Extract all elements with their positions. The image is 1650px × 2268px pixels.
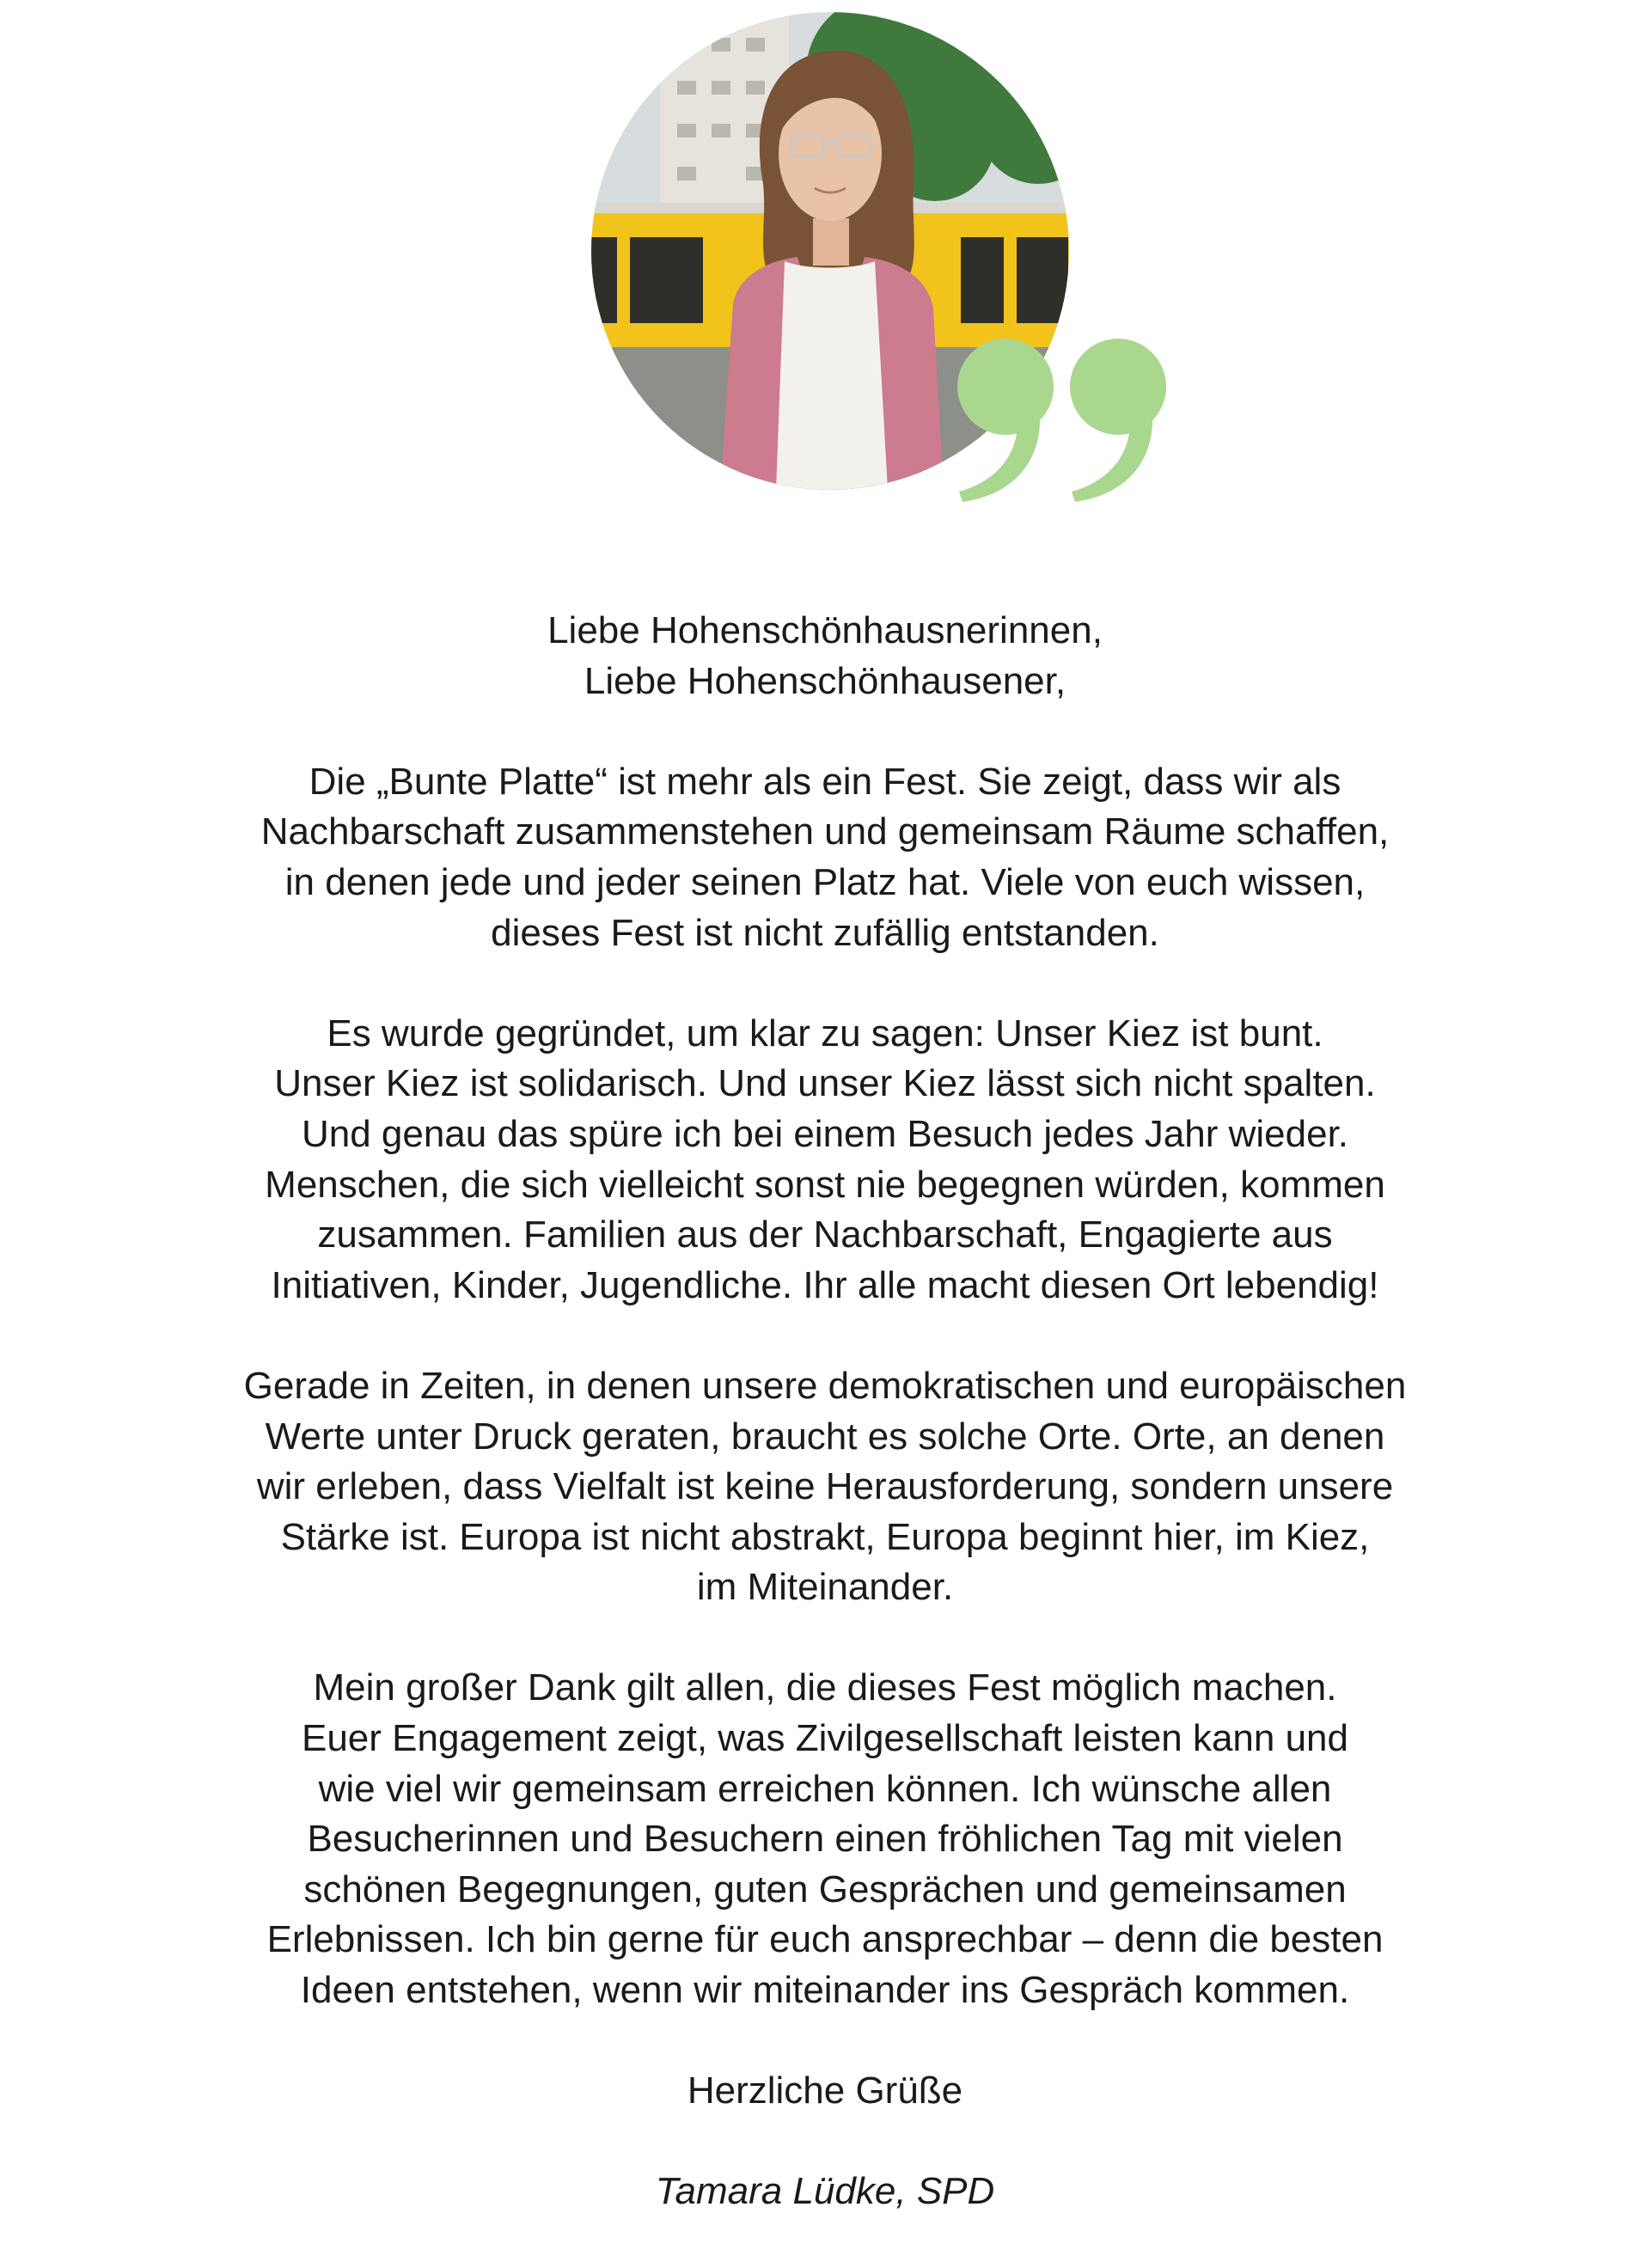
- signature: Tamara Lüdke, SPD: [655, 2170, 995, 2213]
- paragraph-europe: [0, 1361, 1650, 1613]
- text-line: Euer Engagement zeigt, was Zivilgesellschaft leisten kann und: [301, 1717, 1348, 1760]
- text-line: Gerade in Zeiten, in denen unsere demokratischen und europäischen: [243, 1364, 1407, 1407]
- closing-quote-icon: [944, 333, 1176, 505]
- text-line: Menschen, die sich vielleicht sonst nie begegnen würden, kommen: [265, 1163, 1385, 1206]
- text-line: Werte unter Druck geraten, braucht es solche Orte. Orte, an denen: [265, 1415, 1385, 1458]
- salutation-line: Liebe Hohenschönhausnerinnen,: [547, 609, 1103, 651]
- signature-block: [0, 2167, 1650, 2217]
- text-line: Stärke ist. Europa ist nicht abstrakt, Europa beginnt hier, im Kiez,: [280, 1515, 1370, 1558]
- text-line: Erlebnissen. Ich bin gerne für euch ansprechbar – denn die besten: [266, 1918, 1384, 1961]
- text-line: schönen Begegnungen, guten Gesprächen und gemeinsamen: [303, 1868, 1347, 1910]
- text-line: Mein großer Dank gilt allen, die dieses Fest möglich machen.: [313, 1666, 1337, 1709]
- letter-body: [0, 606, 1650, 2268]
- text-line: Ideen entstehen, wenn wir miteinander ins Gespräch kommen.: [300, 1969, 1350, 2012]
- text-line: wie viel wir gemeinsam erreichen können. Ich wünsche allen: [318, 1767, 1332, 1810]
- text-line: wir erleben, dass Vielfalt ist keine Herausforderung, sondern unsere: [256, 1465, 1394, 1508]
- paragraph-kiez: [0, 1009, 1650, 1311]
- closing-line: Herzliche Grüße: [687, 2069, 963, 2112]
- text-line: Es wurde gegründet, um klar zu sagen: Unser Kiez ist bunt.: [327, 1012, 1323, 1055]
- shirt: [776, 261, 888, 490]
- text-line: Besucherinnen und Besuchern einen fröhlichen Tag mit vielen: [307, 1818, 1343, 1861]
- closing: [0, 2066, 1650, 2117]
- salutation: [0, 606, 1650, 706]
- text-line: in denen jede und jeder seinen Platz hat. Viele von euch wissen,: [284, 860, 1366, 903]
- paragraph-thanks: [0, 1663, 1650, 2015]
- text-line: zusammen. Familien aus der Nachbarschaft, Engagierte aus: [317, 1213, 1333, 1256]
- neck: [813, 218, 849, 266]
- text-line: Und genau das spüre ich bei einem Besuch jedes Jahr wieder.: [301, 1112, 1349, 1155]
- salutation-line: Liebe Hohenschönhausener,: [584, 659, 1066, 702]
- text-line: Initiativen, Kinder, Jugendliche. Ihr alle macht diesen Ort lebendig!: [271, 1263, 1379, 1306]
- text-line: Die „Bunte Platte“ ist mehr als ein Fest. Sie zeigt, dass wir als: [309, 760, 1341, 803]
- text-line: Nachbarschaft zusammenstehen und gemeinsam Räume schaffen,: [260, 810, 1390, 853]
- text-line: Unser Kiez ist solidarisch. Und unser Kiez lässt sich nicht spalten.: [274, 1062, 1376, 1105]
- text-line: im Miteinander.: [696, 1566, 954, 1609]
- paragraph-intro: [0, 757, 1650, 958]
- text-line: dieses Fest ist nicht zufällig entstanden.: [491, 911, 1159, 954]
